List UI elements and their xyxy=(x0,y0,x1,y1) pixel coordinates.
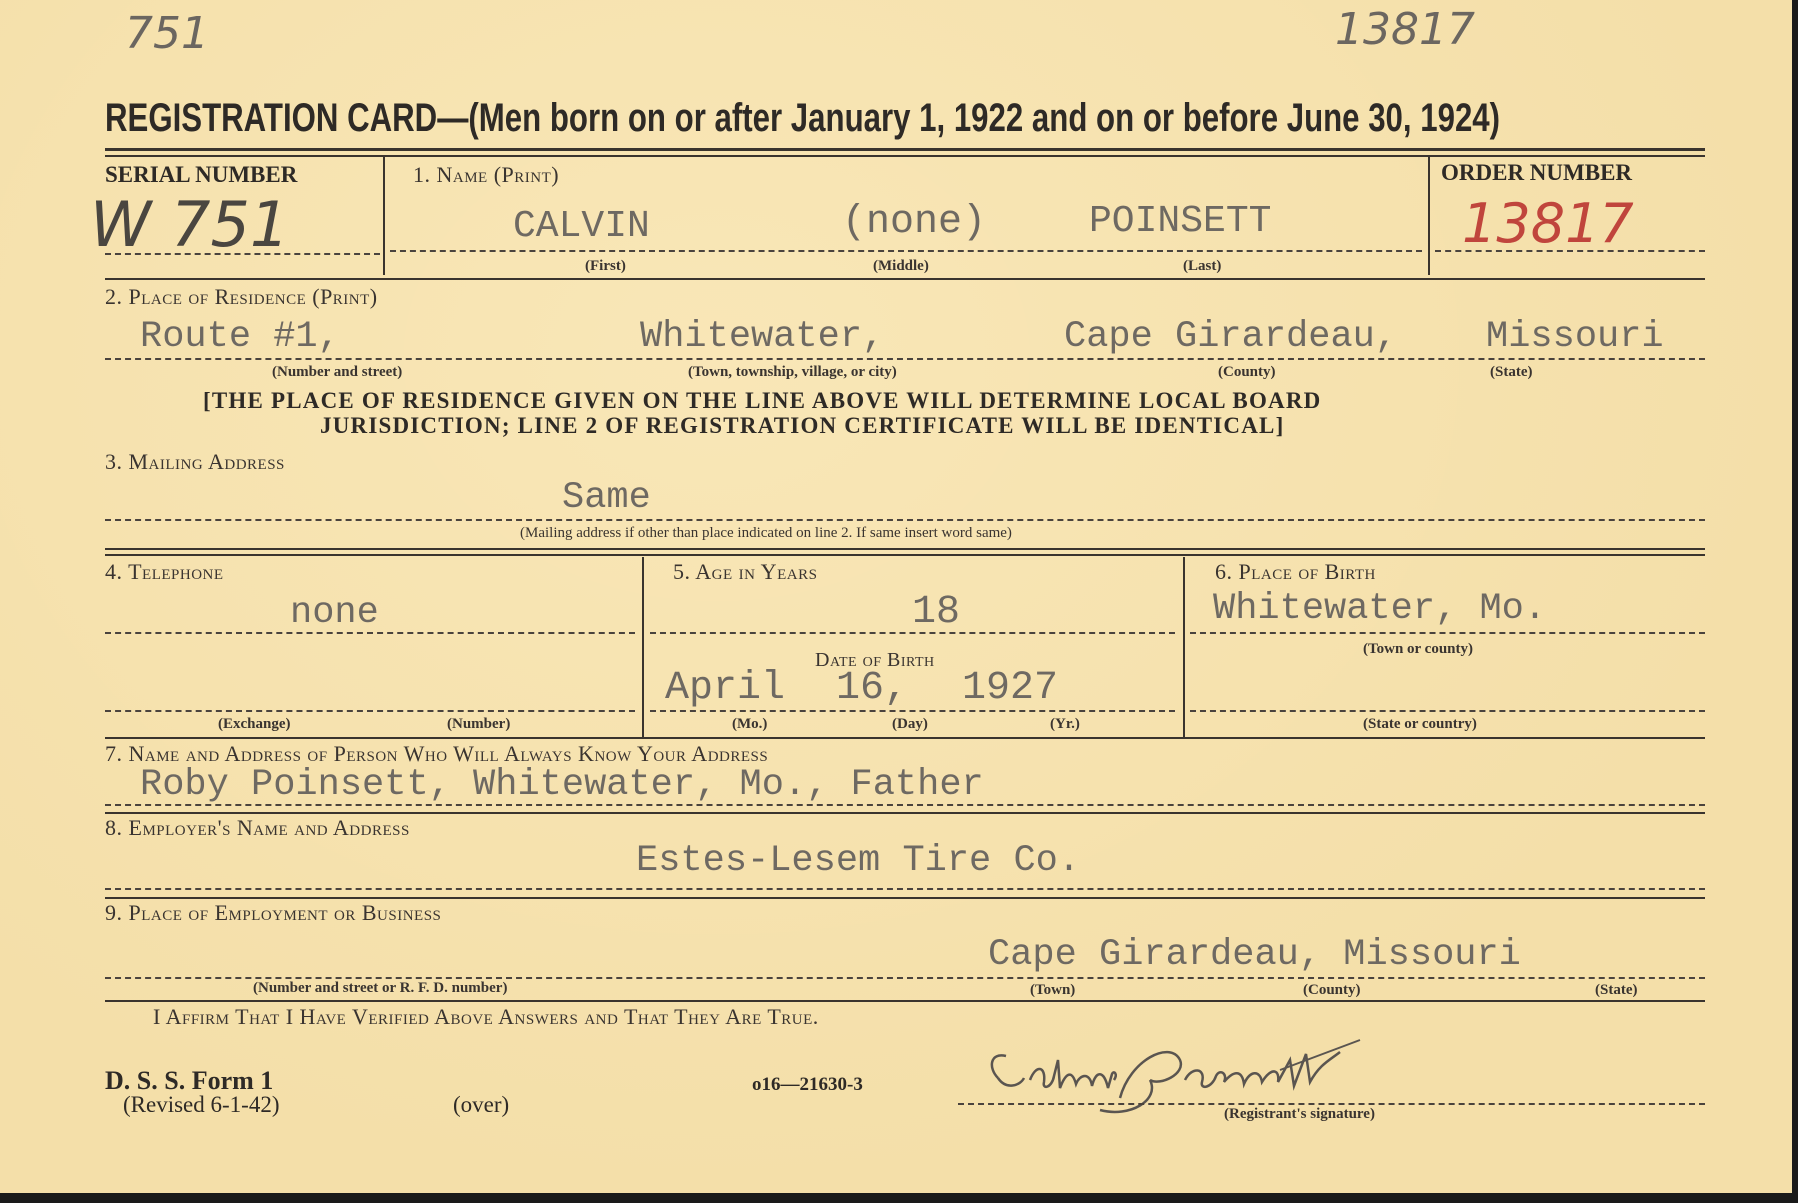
birthplace-underline-2 xyxy=(1190,710,1705,712)
employment-underline xyxy=(105,977,1705,979)
residence-caption-county: (County) xyxy=(1218,364,1276,380)
residence-caption-state: (State) xyxy=(1490,364,1533,380)
name-first: CALVIN xyxy=(513,205,650,248)
residence-underline xyxy=(105,358,1705,360)
row3-bottom-rule-2 xyxy=(105,554,1705,556)
dob-caption-month: (Mo.) xyxy=(732,716,768,732)
signature-caption: (Registrant's signature) xyxy=(1224,1106,1375,1122)
serial-number-value: W 751 xyxy=(90,188,290,261)
age-divider xyxy=(1183,557,1185,737)
residence-notice-line2: JURISDICTION; LINE 2 OF REGISTRATION CERTIFICATE WILL BE IDENTICAL] xyxy=(320,413,1285,438)
telephone-underline xyxy=(105,632,635,634)
employment-caption-county: (County) xyxy=(1303,982,1361,998)
name-middle: (none) xyxy=(842,200,987,245)
birthplace-value: Whitewater, Mo. xyxy=(1213,588,1547,630)
row8-bottom-rule xyxy=(105,897,1705,899)
residence-notice-line1: [THE PLACE OF RESIDENCE GIVEN ON THE LINE ABOVE WILL DETERMINE LOCAL BOARD xyxy=(203,388,1322,413)
mailing-value: Same xyxy=(562,477,651,519)
name-caption-middle: (Middle) xyxy=(873,258,929,274)
contact-value: Roby Poinsett, Whitewater, Mo., Father xyxy=(140,764,984,806)
row4-bottom-rule xyxy=(105,737,1705,739)
title-rule xyxy=(105,148,1705,151)
order-divider xyxy=(1428,157,1430,275)
serial-underline xyxy=(105,253,380,255)
birthplace-caption-state: (State or country) xyxy=(1363,716,1477,732)
employer-value: Estes-Lesem Tire Co. xyxy=(636,840,1081,882)
card-title: REGISTRATION CARD—(Men born on or after January 1, 1922 and on or before June 30, 1924) xyxy=(105,96,1501,140)
birthplace-caption-town: (Town or county) xyxy=(1363,641,1474,657)
telephone-label: 4. Telephone xyxy=(105,559,224,584)
employment-caption-town: (Town) xyxy=(1030,982,1076,998)
order-number-label: ORDER NUMBER xyxy=(1441,160,1633,185)
row3-bottom-rule xyxy=(105,548,1705,550)
order-underline xyxy=(1435,250,1705,252)
age-label: 5. Age in Years xyxy=(673,559,818,584)
mailing-label: 3. Mailing Address xyxy=(105,449,285,474)
order-number-value: 13817 xyxy=(1462,192,1634,255)
mailing-underline xyxy=(105,519,1705,521)
telephone-value: none xyxy=(290,592,379,634)
mailing-caption: (Mailing address if other than place indicated on line 2. If same insert word same) xyxy=(520,525,1012,541)
employment-value: Cape Girardeau, Missouri xyxy=(988,934,1521,976)
over-note: (over) xyxy=(453,1092,510,1117)
age-underline xyxy=(650,632,1175,634)
residence-county: Cape Girardeau, xyxy=(1064,316,1398,358)
dob-year: 1927 xyxy=(962,666,1059,711)
form-id: D. S. S. Form 1 xyxy=(105,1066,274,1095)
contact-label: 7. Name and Address of Person Who Will Always Know Your Address xyxy=(105,741,769,766)
dob-month: April xyxy=(665,666,786,711)
name-label: 1. Name (Print) xyxy=(413,162,560,187)
contact-underline xyxy=(105,804,1705,806)
affirmation: I Affirm That I Have Verified Above Answers and That They Are True. xyxy=(153,1004,819,1029)
birthplace-underline xyxy=(1190,632,1705,634)
corner-note-left: 751 xyxy=(125,8,209,59)
title-rule-2 xyxy=(105,155,1705,157)
dob-caption-day: (Day) xyxy=(892,716,928,732)
form-revised: (Revised 6-1-42) xyxy=(123,1092,280,1117)
residence-street: Route #1, xyxy=(140,316,340,358)
dob-caption-year: (Yr.) xyxy=(1050,716,1080,732)
name-caption-last: (Last) xyxy=(1183,258,1222,274)
employment-label: 9. Place of Employment or Business xyxy=(105,900,442,925)
birthplace-label: 6. Place of Birth xyxy=(1215,559,1376,584)
residence-town: Whitewater, xyxy=(640,316,885,358)
employment-caption-street: (Number and street or R. F. D. number) xyxy=(253,980,508,996)
employer-label: 8. Employer's Name and Address xyxy=(105,815,410,840)
dob-label: Date of Birth xyxy=(815,649,935,671)
name-last: POINSETT xyxy=(1089,200,1272,243)
name-underline xyxy=(390,250,1422,252)
employment-caption-state: (State) xyxy=(1595,982,1638,998)
telephone-divider xyxy=(642,557,644,737)
residence-label: 2. Place of Residence (Print) xyxy=(105,284,378,309)
telephone-underline-2 xyxy=(105,710,635,712)
serial-divider xyxy=(383,157,385,275)
residence-caption-street: (Number and street) xyxy=(272,364,403,380)
corner-note-right: 13817 xyxy=(1335,4,1475,55)
row7-bottom-rule xyxy=(105,812,1705,814)
age-value: 18 xyxy=(912,590,961,635)
serial-number-label: SERIAL NUMBER xyxy=(105,162,298,187)
signature-line xyxy=(958,1103,1705,1105)
telephone-caption-exchange: (Exchange) xyxy=(218,716,291,732)
row9-bottom-rule xyxy=(105,1000,1705,1002)
dob-day: 16, xyxy=(836,666,909,711)
name-caption-first: (First) xyxy=(585,258,626,274)
employer-underline xyxy=(105,888,1705,890)
residence-caption-town: (Town, township, village, or city) xyxy=(688,364,897,380)
residence-state: Missouri xyxy=(1486,316,1664,358)
row1-bottom-rule xyxy=(105,278,1705,280)
dob-underline xyxy=(650,710,1175,712)
print-code: o16—21630-3 xyxy=(752,1074,863,1095)
telephone-caption-number: (Number) xyxy=(447,716,511,732)
